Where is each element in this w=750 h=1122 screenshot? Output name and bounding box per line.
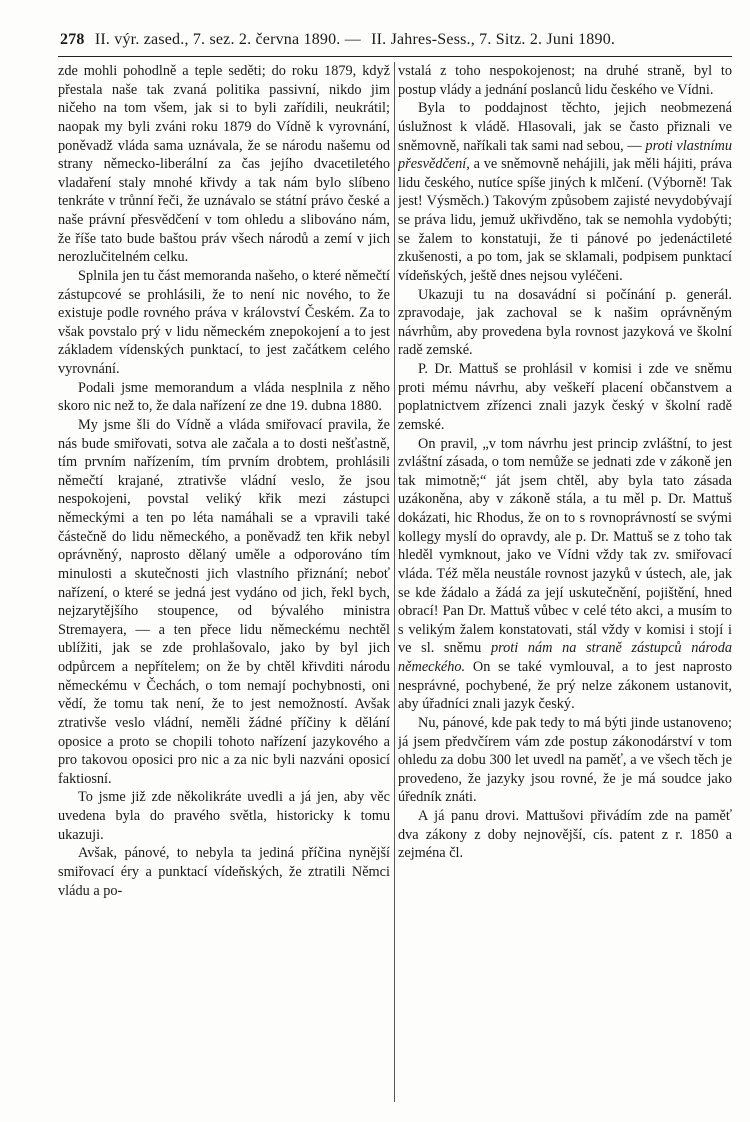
paragraph: Nu, pánové, kde pak tedy to má býti jinde ustanoveno; já jsem předvčírem vám zde postup zákonodárství v tom ohledu za dobu 300 let uvedl na paměť, a ve všech těch je provedeno, že jazyky jsou rovné, že je má soudce jako úředník znáti. — [398, 714, 732, 806]
emphasis: proti vlastnímu přesvědčení, — [398, 137, 732, 173]
paragraph: A já panu drovi. Mattušovi přivádím zde na paměť dva zákony z doby nejnovější, cís. patent z r. 1850 a zejména čl. — [398, 808, 732, 862]
header-german: II. Jahres-Sess., 7. Sitz. 2. Juni 1890. — [371, 31, 616, 48]
paragraph: zde mohli pohodlně a teple seděti; do roku 1879, když přestala naše tak zvaná politika passivní, nikdo jim ničeho na tom všem, jak si to byli zařídili, neukrátil; naopak my byli zváni roku 1879 do Vídně k vyrovnání, poněvadž vláda sama uznávala, že se národu našemu od strany německo-liberální za čas jejího dvacetiletého vladaření staly mnohé křivdy a tak nám bylo slíbeno tenkráte v trůnní řeči, že uznávalo se státní právo české a naše právní přesvědčení v tom ohledu a slibováno nám, že říše tato bude baštou práv všech národů a zemí v jich nerozlučitelném celku. — [58, 63, 390, 266]
paragraph: Splnila jen tu část memoranda našeho, o které němečtí zástupcové se prohlásili, že to není nic nového, to že existuje podle rovného práva v království Českém. Za to však povstalo prý v lidu německém znepokojení a to jest základem vídenských punktací, to jest začátkem celého vyrovnání. — [58, 267, 390, 377]
text-run: On pravil, „v tom návrhu jest princip zvláštní, to jest zvláštní zásada, o tom nemůže se jednati zde v zákoně jen tak mimotně;“ ját jsem chtěl, aby byla tato zásada uzákoněna, aby v zákoně stála, a tu měl p. Dr. Mattuš dokázati, hic Rhodus, že on to s rovnoprávností se svými kollegy myslí do opravdy, ale p. Dr. Mattuš se z toho tak hleděl vymknout, jako ve Vídni vždy tak zv. smiřovací vláda. Též měla neustále rovnost jazyků v ústech, ale, jak se kde žádalo a žádá za její uskutečnění, pojištění, hned obrací! Pan Dr. Mattuš vůbec v celé této akci, a musím to s velikým žalem konstatovati, stál vždy v komisi i stojí i ve sl. sněmu — [398, 435, 732, 657]
left-column — [58, 62, 390, 1114]
paragraph: My jsme šli do Vídně a vláda smiřovací pravila, že nás bude smiřovati, sotva ale začala a to dosti nešťastně, tím prvním nařízením, tím prvním drobtem, prohlásili němečtí krajané, ztrativše vládní veslo, že jsou nespokojeni, povstal veliký křik mezi zástupci německými a ten po léta namáhali se a vpravili také částečně do lidu německého, a poněvadž ten křik nebyl oprávněný, naprosto dělaný uměle a odporováno tím minulosti a skutečnosti jich vlastního přiznání; neboť nařízení, o které se jedná jest vydáno od jich, řekl bych, nejzarytějšího stoupence, od bývalého ministra Stremayera, — a ten přece lidu německému nechtěl ublížiti, jak se zde prohlašovalo, jako by byl jich odpůrcem a nepřítelem; on že by chtěl křivditi národu německému v Čechách, o tom nemají pochybnosti, oni vědí, že tomu tak není, že to jest nemožností. Avšak ztrativše veslo vládní, neměli žádné příčiny k dělání oposice a proto se chopili tohoto nařízení jazykového a pro takovou oposici pro nic a za nic byli nazváni oposicí faktiosní. — [58, 416, 390, 787]
header-czech: II. výr. zased., 7. sez. 2. června 1890. — — [94, 31, 361, 48]
emphasis: proti nám na straně zástupců národa německého. — [398, 640, 732, 675]
paragraph — [398, 99, 732, 285]
page-header — [60, 31, 730, 53]
paragraph: Podali jsme memorandum a vláda nesplnila z něho skoro nic než to, že dala nařízení ze dne 19. dubna 1880. — [58, 379, 390, 415]
paragraph: Avšak, pánové, to nebyla ta jediná příčina nynější smiřovací éry a punktací vídeňských, že ztratili Němci vládu a po- — [58, 845, 390, 899]
text-run: a ve sněmovně nehájili, jak měli hájiti, práva lidu českého, nutíce spíše jiných k mlčení. (Výborně! Tak jest! Výsměch.) Takovým způsobem zajisté nevydobývají se práva lidu, jemuž ukřivděno, tak se nemohla vydobýti; se žalem to konstatuji, že ti pánové po jedenáctileté zkušenosti, a po tom, jak se sklamali, podpisem punktací vídeňských, ještě dnes nejsou vyléčeni. — [398, 156, 732, 284]
paragraph: To jsme již zde několikráte uvedli a já jen, aby věc uvedena byla do pravého světla, historicky k tomu ukazuji. — [58, 789, 390, 843]
column-divider — [394, 62, 395, 1102]
paragraph — [398, 435, 732, 714]
text-run: On se také vymlouval, a to jest naprosto nesprávné, pochybené, že prý nelze zákonem ustanovit, aby úřadníci znali jazyk český. — [398, 659, 732, 713]
right-column — [398, 62, 732, 1114]
paragraph: P. Dr. Mattuš se prohlásil v komisi i zde ve sněmu proti mému návrhu, aby veškeří placení občanstvem a poplatnictvem zřízenci znali jazyk český v školní radě zemské. — [398, 361, 732, 433]
paragraph: vstalá z toho nespokojenost; na druhé straně, byl to postup vlády a jednání poslanců lidu českého ve Vídni. — [398, 63, 732, 98]
text-run: Byla to poddajnost těchto, jejich neobmezená úslužnost k vládě. Hlasovali, jak se často přiznali ve sněmovně, naříkali tak sami nad sebou, — — [398, 100, 732, 154]
paragraph: Ukazuji tu na dosavádní si počínání p. generál. zpravodaje, jak zachoval se k našim oprávněným návrhům, aby provedena byla rovnost jazyková ve školní radě zemské. — [398, 286, 732, 359]
page-number: 278 — [60, 31, 85, 48]
header-rule — [58, 56, 732, 57]
